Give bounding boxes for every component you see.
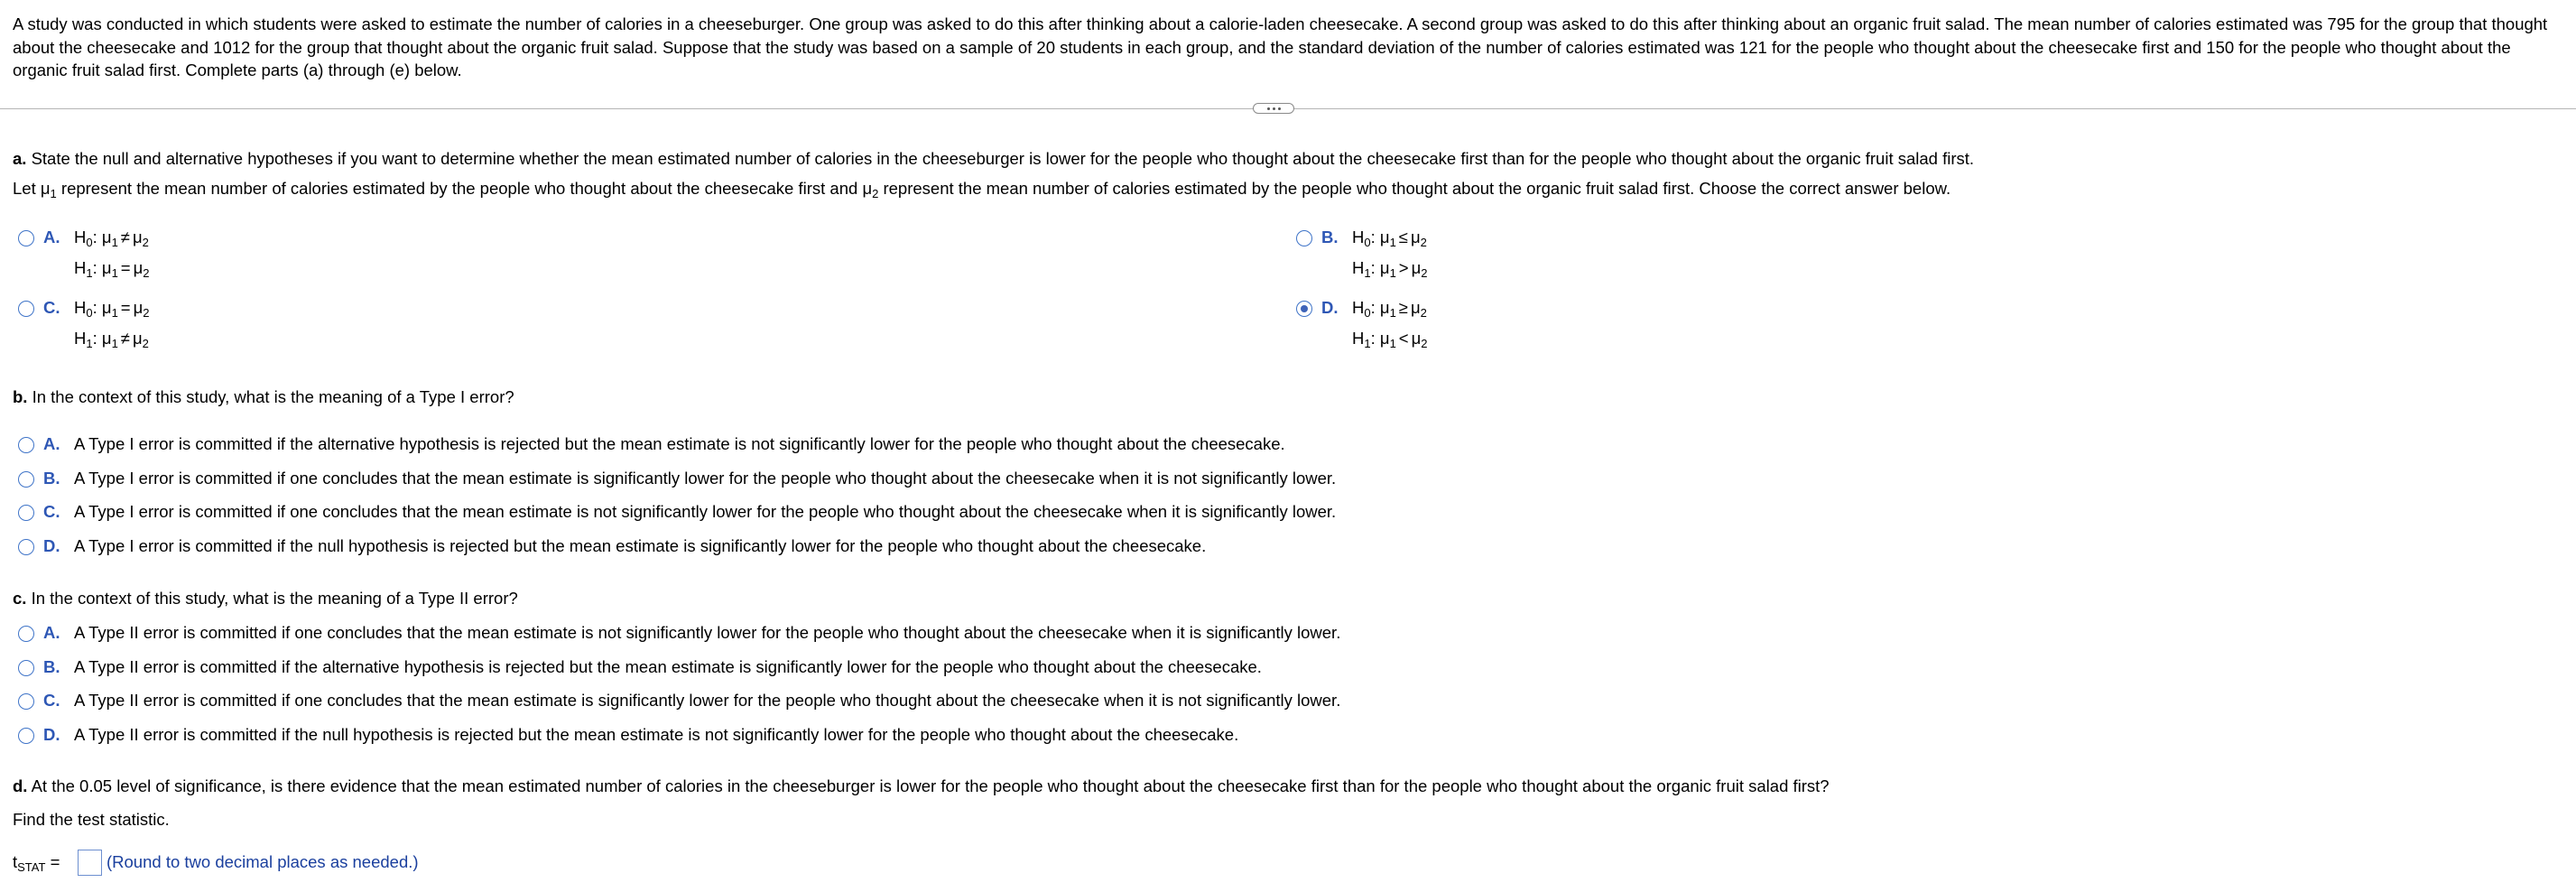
part-a-option-c-h1: $H_1$: $\mu_1 \ne \mu_2$	[74, 329, 149, 350]
part-c-option-c-text: A Type II error is committed if one concludes that the mean estimate is significantly lower for the people who thought about the cheesecake when it is not significantly lower.	[74, 691, 1341, 710]
option-letter: B.	[43, 468, 60, 488]
part-a-option-b-radio[interactable]	[1296, 230, 1312, 246]
part-a-option-c-radio[interactable]	[18, 301, 34, 317]
part-c-option-d-text: A Type II error is committed if the null hypothesis is rejected but the mean estimate is not significantly lower for the people who thought about the cheesecake.	[74, 724, 1239, 744]
part-c-option-b-text: A Type II error is committed if the alternative hypothesis is rejected but the mean estimate is significantly lower for the people who thought about the cheesecake.	[74, 656, 1262, 676]
option-letter: D.	[43, 535, 60, 555]
option-letter: C.	[43, 502, 60, 521]
t-stat-label: $t_{STAT}$ =	[13, 852, 60, 874]
part-a-option-a-radio[interactable]	[18, 230, 34, 246]
part-b-option-b-radio[interactable]	[18, 471, 34, 488]
part-a-option-b-h0: $H_0$: $\mu_1 \le \mu_2$	[1352, 228, 1427, 249]
option-letter: A.	[43, 228, 60, 246]
part-d-find-text: Find the test statistic.	[13, 810, 170, 829]
part-c-option-d-radio[interactable]	[18, 728, 34, 744]
part-b-option-c-text: A Type I error is committed if one concludes that the mean estimate is not significantly lower for the people who thought about the cheesecake when it is significantly lower.	[74, 502, 1337, 521]
option-letter: A.	[43, 434, 60, 453]
part-a-option-a-h1: $H_1$: $\mu_1 = \mu_2$	[74, 258, 150, 280]
part-a-option-d-h0: $H_0$: $\mu_1 \ge \mu_2$	[1352, 298, 1427, 320]
option-letter: B.	[1321, 228, 1339, 246]
part-b-option-d-text: A Type I error is committed if the null hypothesis is rejected but the mean estimate is significantly lower for the people who thought about the cheesecake.	[74, 535, 1207, 555]
part-a-let-statement: Let $\mu_1$ represent the mean number of calories estimated by the people who thought about the cheesecake first and $\mu_2$ represent the mean number of calories estimated by the people who thought about the organic fruit salad first. Choose the correct answer below.	[13, 179, 1951, 200]
problem-statement: A study was conducted in which students were asked to estimate the number of calories in a cheeseburger. One group was asked to do this after thinking about a calorie-laden cheesecake. A second group was asked to do this after thinking about an organic fruit salad. The mean number of calories estimated was 795 for the group that thought about the cheesecake and 1012 for the group that thought about the organic fruit salad. Suppose that the study was based on a sample of 20 students in each group, and the standard deviation of the number of calories estimated was 121 for the people who thought about the cheesecake first and 150 for the people who thought about the organic fruit salad first. Complete parts (a) through (e) below.	[13, 14, 2548, 79]
part-a-question: a. State the null and alternative hypotheses if you want to determine whether the mean estimated number of calories in the cheeseburger is lower for the people who thought about the cheesecake first than for the people who thought about the organic fruit salad first.	[13, 149, 1975, 168]
part-b-option-c-radio[interactable]	[18, 505, 34, 521]
part-c-option-a-radio[interactable]	[18, 626, 34, 642]
part-c-option-b-radio[interactable]	[18, 660, 34, 676]
t-stat-input[interactable]	[78, 850, 102, 876]
rounding-hint: (Round to two decimal places as needed.)	[107, 852, 419, 871]
part-a-option-a-h0: $H_0$: $\mu_1 \ne \mu_2$	[74, 228, 149, 249]
option-letter: D.	[43, 724, 60, 744]
part-a-option-b-h1: $H_1$: $\mu_1 > \mu_2$	[1352, 258, 1428, 280]
option-letter: C.	[43, 691, 60, 710]
part-c-option-c-radio[interactable]	[18, 693, 34, 710]
option-letter: D.	[1321, 298, 1339, 317]
part-a-option-d-h1: $H_1$: $\mu_1 < \mu_2$	[1352, 329, 1428, 350]
dot-icon	[1273, 107, 1275, 110]
option-letter: B.	[43, 656, 60, 676]
expand-more-button[interactable]	[1253, 103, 1294, 114]
option-letter: C.	[43, 298, 60, 317]
part-b-option-b-text: A Type I error is committed if one concludes that the mean estimate is significantly lower for the people who thought about the cheesecake when it is not significantly lower.	[74, 468, 1337, 488]
part-b-question: b. In the context of this study, what is the meaning of a Type I error?	[13, 387, 514, 406]
part-b-option-a-radio[interactable]	[18, 437, 34, 453]
part-d-question: d. At the 0.05 level of significance, is there evidence that the mean estimated number of calories in the cheeseburger is lower for the people who thought about the cheesecake first than for the people who thought about the organic fruit salad first?	[13, 776, 1830, 795]
part-a-option-d-radio[interactable]	[1296, 301, 1312, 317]
dot-icon	[1267, 107, 1270, 110]
part-b-option-a-text: A Type I error is committed if the alternative hypothesis is rejected but the mean estimate is not significantly lower for the people who thought about the cheesecake.	[74, 434, 1285, 453]
part-c-question: c. In the context of this study, what is the meaning of a Type II error?	[13, 589, 518, 608]
part-c-option-a-text: A Type II error is committed if one concludes that the mean estimate is not significantly lower for the people who thought about the cheesecake when it is significantly lower.	[74, 623, 1341, 642]
part-a-option-c-h0: $H_0$: $\mu_1 = \mu_2$	[74, 298, 150, 320]
part-b-option-d-radio[interactable]	[18, 539, 34, 555]
option-letter: A.	[43, 623, 60, 642]
dot-icon	[1278, 107, 1281, 110]
